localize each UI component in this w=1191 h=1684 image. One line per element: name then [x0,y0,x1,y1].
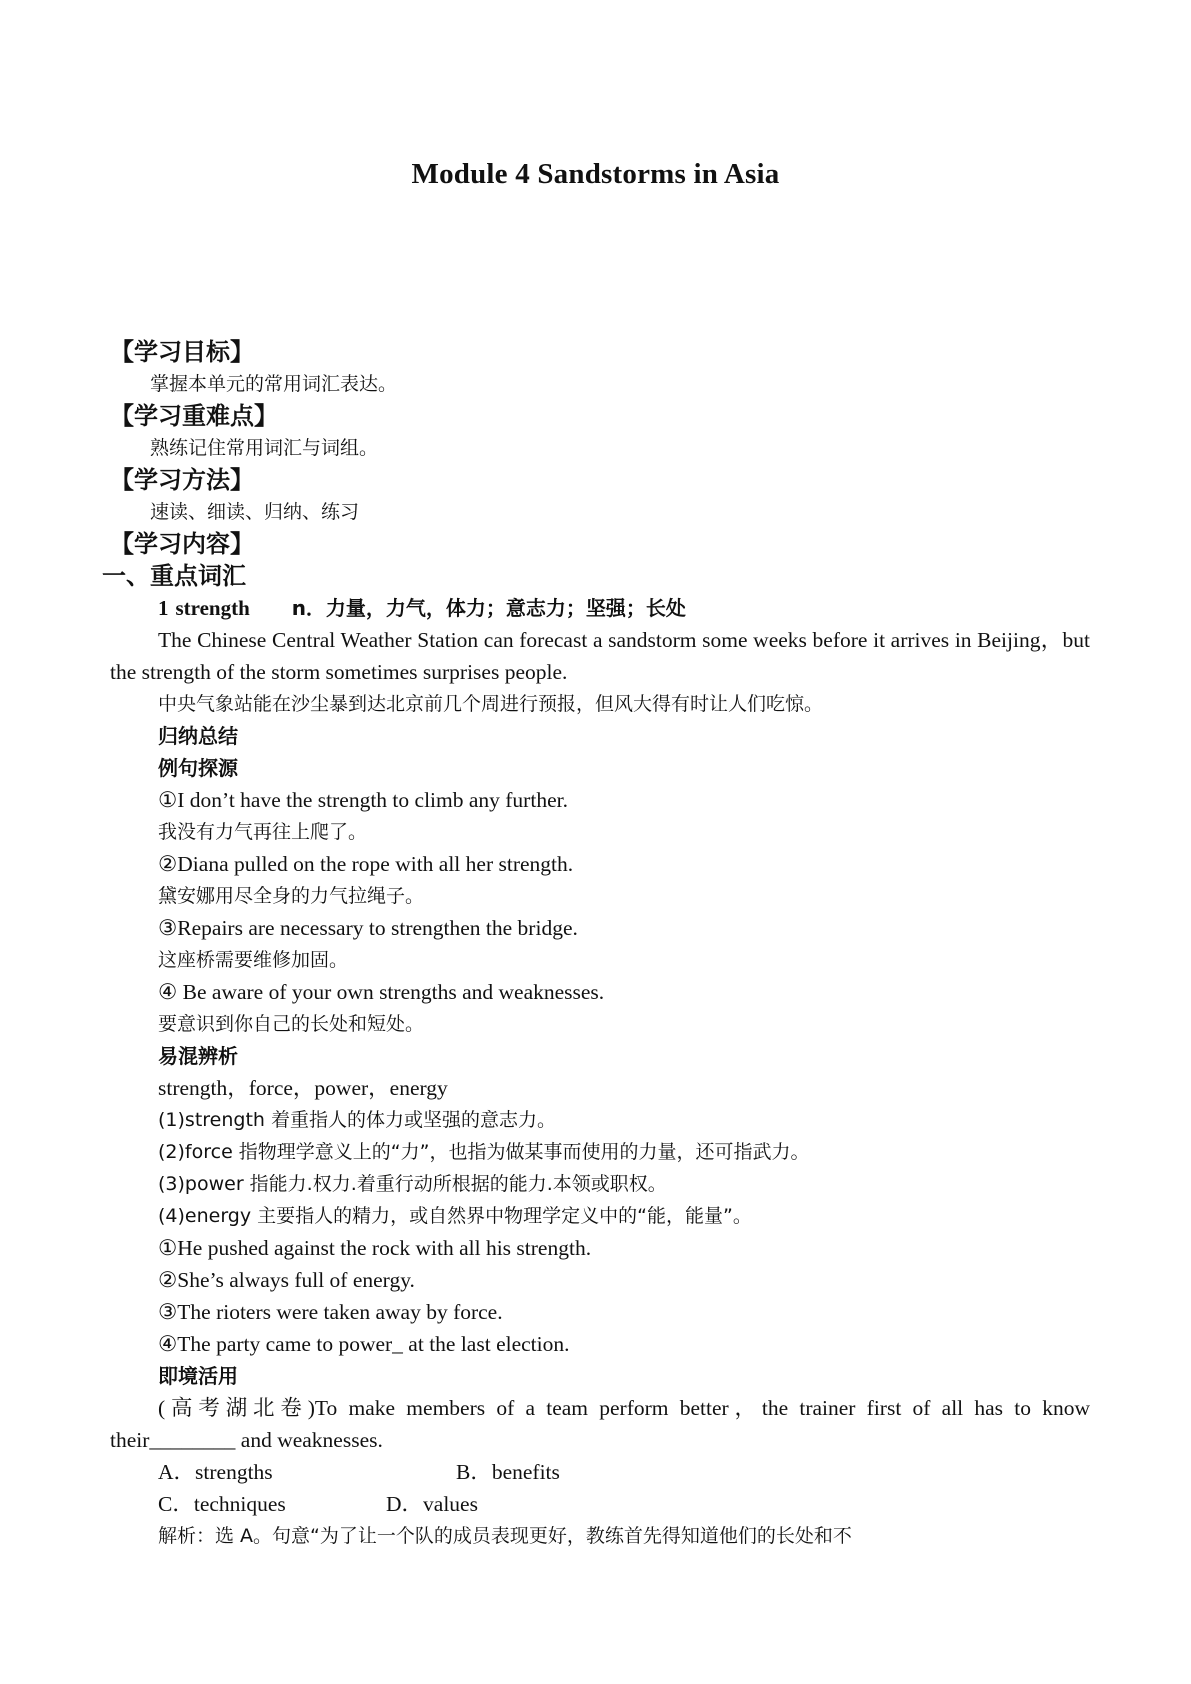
key-points-text: 熟练记住常用词汇与词组。 [150,437,379,459]
method-text: 速读、细读、归纳、练习 [150,501,360,523]
confusion-item: (3)power 指能力.权力.着重行动所根据的能力.本领或职权。 [158,1173,667,1195]
option-b: B．benefits [456,1460,560,1484]
practice-question: (高考湖北卷)To make members of a team perform better，the trainer first of all has to know their________ and weaknesses. [110,1396,1090,1452]
word-entry-header [110,592,1090,624]
practice-label: 即境活用 [158,1364,238,1388]
option-c: C．techniques [158,1492,286,1516]
confusion-examples [110,1232,1090,1360]
example-sentence-cn: 中央气象站能在沙尘暴到达北京前几个周进行预报，但风大得有时让人们吃惊。 [158,693,824,715]
confusion-words: strength，force，power，energy [158,1076,448,1100]
confusion-item: (2)force 指物理学意义上的“力”，也指为做某事而使用的力量，还可指武力。 [158,1141,810,1163]
confusion-label: 易混辨析 [158,1044,238,1068]
vocab-heading: 一、重点词汇 [102,562,246,590]
method-heading: 【学习方法】 [110,466,254,494]
examples-label: 例句探源 [158,756,238,780]
option-a: A．strengths [158,1460,273,1484]
confusion-example: ④The party came to power_ at the last election. [158,1332,570,1356]
goal-heading: 【学习目标】 [110,338,254,366]
example-en: ③Repairs are necessary to strengthen the bridge. [158,916,578,940]
confusion-item: (1)strength 着重指人的体力或坚强的意志力。 [158,1109,556,1131]
example-cn: 要意识到你自己的长处和短处。 [158,1013,425,1035]
word-headword: strength [175,596,250,620]
page-title: Module 4 Sandstorms in Asia [411,158,780,190]
options-row-1 [110,1456,1090,1488]
examples-list [110,784,1090,1040]
example-en: ④ Be aware of your own strengths and weaknesses. [158,980,605,1004]
options-row-2 [110,1488,1090,1520]
example-cn: 黛安娜用尽全身的力气拉绳子。 [158,885,425,907]
example-cn: 我没有力气再往上爬了。 [158,821,368,843]
confusion-example: ①He pushed against the rock with all his strength. [158,1236,592,1260]
example-sentence-en: The Chinese Central Weather Station can forecast a sandstorm some weeks before it arrives in Beijing，but the strength of the storm sometimes surprises people. [110,628,1090,684]
analysis-text: 解析：选 A。句意“为了让一个队的成员表现更好，教练首先得知道他们的长处和不 [158,1525,852,1547]
confusion-example: ③The rioters were taken away by force. [158,1300,503,1324]
confusion-list [110,1104,1090,1232]
goal-text: 掌握本单元的常用词汇表达。 [150,373,398,395]
example-en: ①I don’t have the strength to climb any further. [158,788,568,812]
key-points-heading: 【学习重难点】 [110,402,278,430]
confusion-item: (4)energy 主要指人的精力，或自然界中物理学定义中的“能，能量”。 [158,1205,752,1227]
example-en: ②Diana pulled on the rope with all her strength. [158,852,574,876]
content-heading: 【学习内容】 [110,530,254,558]
example-cn: 这座桥需要维修加固。 [158,949,349,971]
word-definition: n．力量，力气，体力；意志力；坚强；长处 [291,596,686,620]
confusion-example: ②She’s always full of energy. [158,1268,415,1292]
document-body [102,336,1090,1552]
summary-label: 归纳总结 [158,724,238,748]
option-d: D．values [386,1492,478,1516]
word-number: 1 [158,596,169,620]
